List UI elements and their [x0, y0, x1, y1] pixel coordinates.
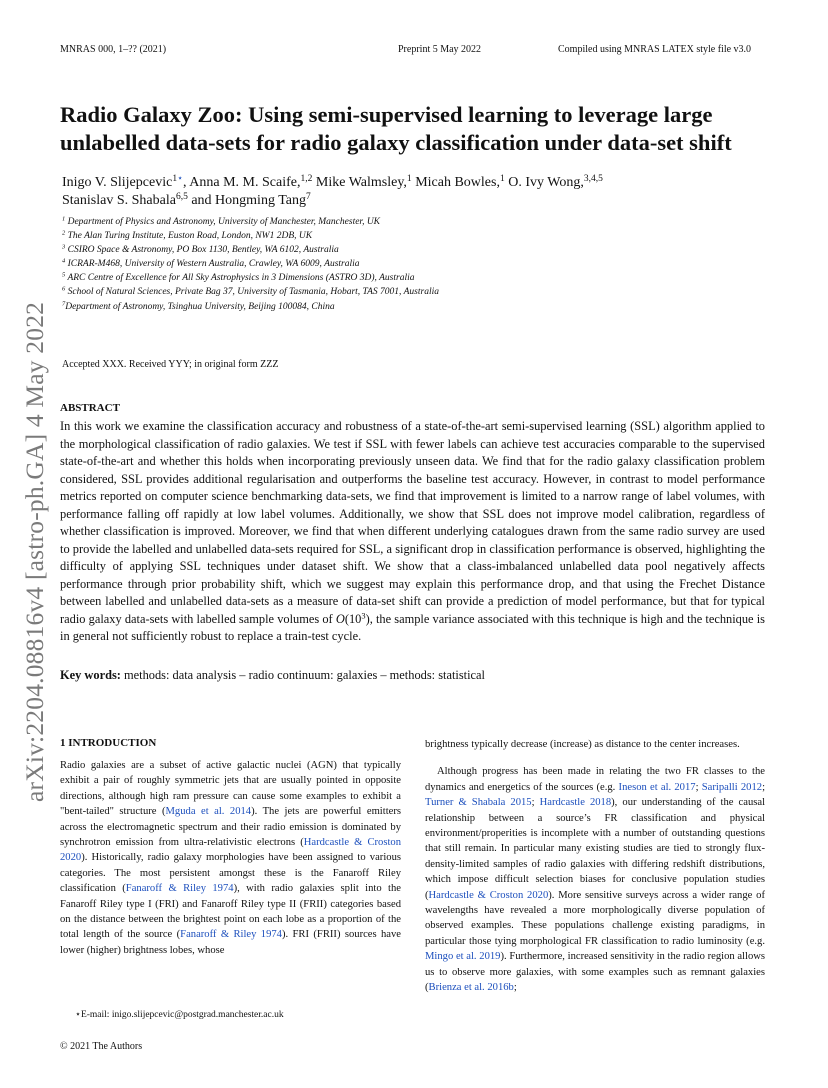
affiliation-number: 6: [62, 285, 66, 293]
affiliation-item: [62, 300, 782, 314]
paper-title: Radio Galaxy Zoo: Using semi-supervised learning to leverage large unlabelled data-sets for radio galaxy classification under data-set shift: [60, 102, 732, 155]
abstract-body: [60, 418, 765, 646]
affiliation-item: [62, 285, 782, 299]
affiliation-text: ARC Centre of Excellence for All Sky Astrophysics in 3 Dimensions (ASTRO 3D), Australia: [65, 273, 415, 284]
affiliation-number: 3: [62, 243, 66, 251]
author-name: Micah Bowles,: [411, 175, 500, 190]
arxiv-stamp[interactable]: arXiv:2204.08816v4 [astro-ph.GA] 4 May 2022: [20, 301, 49, 802]
affiliation-marker: 6,5: [175, 191, 188, 202]
affiliation-number: 1: [62, 215, 66, 223]
affiliation-number: 7: [62, 300, 66, 308]
body-text: Although progress has been made in relating the two FR classes to the dynamics and energetics of the sources (e.g.: [425, 766, 765, 793]
body-text: ;: [695, 781, 702, 793]
affiliation-number: 4: [62, 257, 66, 265]
keywords-label: Key words:: [60, 668, 121, 682]
author-name: Stanislav S. Shabala: [62, 193, 176, 208]
paragraph: [60, 758, 401, 958]
paragraph: brightness typically decrease (increase) as distance to the center increases.: [425, 739, 740, 750]
author-name: O. Ivy Wong,: [504, 175, 584, 190]
body-text: ;: [531, 797, 540, 809]
affiliation-text: The Alan Turing Institute, Euston Road, London, NW1 2DB, UK: [65, 231, 313, 242]
body-text: ), with radio galaxies split into the Fanaroff Riley type I (FRI) and Fanaroff Riley type II (FRII) categories based on the distance between the brightest point on each lobe as a proportion of the total length of the source (: [60, 883, 401, 941]
body-text: ), our understanding of the causal relationship between a source’s FR classification and physical environment/properities is incomplete with a number of outstanding questions that still remain. In particular many existing studies are tied to strongly flux-density-limited samples of radio galaxies with differing redshift distributions, which impose difficult selection biases for conclusive population studies (: [425, 797, 766, 901]
affiliation-list: [62, 215, 782, 314]
affiliation-text: Department of Physics and Astronomy, University of Manchester, Manchester, UK: [65, 217, 381, 227]
author-list: [62, 174, 782, 210]
affiliation-marker: 3,4,5: [583, 173, 603, 184]
preprint-date: Preprint 5 May 2022: [398, 44, 482, 55]
citation-link[interactable]: Ineson et al. 2017: [618, 781, 696, 793]
right-column: [425, 737, 765, 996]
author-name: Mike Walmsley,: [312, 175, 407, 190]
affiliation-marker: 1: [172, 173, 178, 184]
affiliation-item: [62, 243, 782, 257]
author-name: , Anna M. M. Scaife,: [183, 175, 301, 190]
affiliation-marker: 7: [305, 191, 311, 202]
affiliation-text: School of Natural Sciences, Private Bag 37, University of Tasmania, Hobart, TAS 7001, Australia: [65, 287, 439, 298]
affiliation-marker: 1,2: [300, 173, 313, 184]
citation-link[interactable]: Hardcastle & Croston 2020: [428, 889, 549, 901]
body-text: ). FRI (FRII) sources have lower (higher) brightness lobes, whose: [60, 929, 402, 956]
affiliation-item: [62, 271, 782, 285]
affiliation-item: [62, 215, 782, 229]
journal-reference: MNRAS 000, 1–?? (2021): [60, 44, 167, 55]
citation-link[interactable]: Fanaroff & Riley 1974: [180, 929, 282, 941]
footnote-email: ⋆E-mail: inigo.slijepcevic@postgrad.manchester.ac.uk: [75, 1010, 284, 1020]
citation-link[interactable]: Fanaroff & Riley 1974: [125, 883, 234, 895]
body-text: ). Furthermore, increased sensitivity in the radio region allows us to observe more galaxies, with some examples such as remnant galaxies (: [425, 951, 766, 994]
abstract-text: In this work we examine the classification accuracy and robustness of a state-of-the-art semi-supervised learning (SSL) algorithm applied to the morphological classification of radio galaxies. We test if SSL with fewer labels can achieve test accuracies comparable to the supervised state-of-the-art and whether this holds when incorporating previously unseen data. We find that for the radio galaxy classification problem considered, SSL provides additional regularisation and outperforms the baseline test accuracy. However, in contrast to model performance metrics reported on computer science benchmarking data-sets, we find that improvement is limited to a narrow range of label volumes, with performance falling off rapidly at low label volumes. Additionally, we show that SSL does not improve model calibration, regardless of whether classification is improved. Moreover, we find that when different underlying catalogues drawn from the same radio survey are used to provide the labelled and unlabelled data-sets required for SSL, a significant drop in classification performance is observed, highlighting the difficulty of applying SSL techniques under dataset shift. We show that a class-imbalanced unlabelled data pool negatively affects performance through prior probability shift, which we suggest may explain this performance drop, and that using the Frechet Distance between labelled and unlabelled data-sets as a measure of data-set shift can provide a prediction of model performance, but that for typical radio galaxy data-sets with labelled sample volumes of: [60, 419, 765, 626]
affiliation-item: [62, 229, 782, 243]
affiliation-text: ICRAR-M468, University of Western Australia, Crawley, WA 6009, Australia: [65, 259, 360, 270]
compiled-note: Compiled using MNRAS LATEX style file v3.0: [558, 44, 752, 55]
citation-link[interactable]: Saripalli 2012: [701, 781, 763, 793]
citation-link[interactable]: Turner & Shabala 2015: [425, 797, 532, 809]
affiliation-text: CSIRO Space & Astronomy, PO Box 1130, Bentley, WA 6102, Australia: [65, 245, 339, 256]
affiliation-text: Department of Astronomy, Tsinghua University, Beijing 100084, China: [65, 301, 335, 312]
body-text: ). Historically, radio galaxy morphologies have been assigned to various categories. The most persistent amongst these is the Fanaroff Riley classification (: [60, 852, 401, 895]
body-text: ). The jets are powerful emitters across the electromagnetic spectrum and their radio emission is dominated by synchrotron emission from ultra-relativistic electrons (: [60, 806, 401, 849]
accepted-line: Accepted XXX. Received YYY; in original form ZZZ: [62, 359, 279, 370]
abstract-heading: ABSTRACT: [60, 402, 120, 414]
math-exponent: 3: [361, 609, 366, 620]
keywords-text: methods: data analysis – radio continuum: galaxies – methods: statistical: [120, 668, 485, 682]
math-big-o: O: [335, 611, 345, 626]
citation-link[interactable]: Mingo et al. 2019: [425, 951, 501, 963]
math-text: ): [365, 611, 370, 626]
affiliation-number: 2: [62, 229, 66, 237]
body-text: ;: [513, 982, 517, 994]
affiliation-marker: 1: [406, 173, 412, 184]
copyright: © 2021 The Authors: [60, 1041, 143, 1052]
author-name: and Hongming Tang: [187, 193, 306, 208]
section-heading-introduction: 1 INTRODUCTION: [60, 737, 157, 749]
keywords: [60, 668, 765, 683]
affiliation-marker: 1: [499, 173, 505, 184]
math-text: (10: [344, 611, 362, 626]
body-text: Radio galaxies are a subset of active galactic nuclei (AGN) that typically exhibit a pair of roughly symmetric jets that are usually pointed in opposite directions, although high ram pressure can cause some examples to exhibit a "bent-tailed" structure (: [60, 760, 401, 818]
citation-link[interactable]: Hardcastle 2018: [539, 797, 612, 809]
body-text: ;: [762, 781, 766, 793]
citation-link[interactable]: Hardcastle & Croston 2020: [60, 837, 401, 864]
corresponding-author-link[interactable]: ⋆: [177, 173, 184, 184]
abstract-text: , the sample variance associated with this technique is high and the technique is in general not sufficiently robust to replace a train-test cycle.: [60, 611, 765, 643]
left-column: [60, 758, 401, 958]
citation-link[interactable]: Brienza et al. 2016b: [428, 982, 514, 994]
affiliation-number: 5: [62, 271, 66, 279]
author-name: Inigo V. Slijepcevic: [62, 175, 173, 190]
paragraph: [425, 764, 765, 995]
body-text: ). More sensitive surveys across a wider range of wavelengths have revealed a more morphologically diverse population of observed examples. These populations challenge existing paradigms, in particular those tying morphological FR classification to radio luminosity (e.g.: [425, 889, 765, 947]
citation-link[interactable]: Mguda et al. 2014: [165, 806, 252, 818]
affiliation-item: [62, 257, 782, 271]
